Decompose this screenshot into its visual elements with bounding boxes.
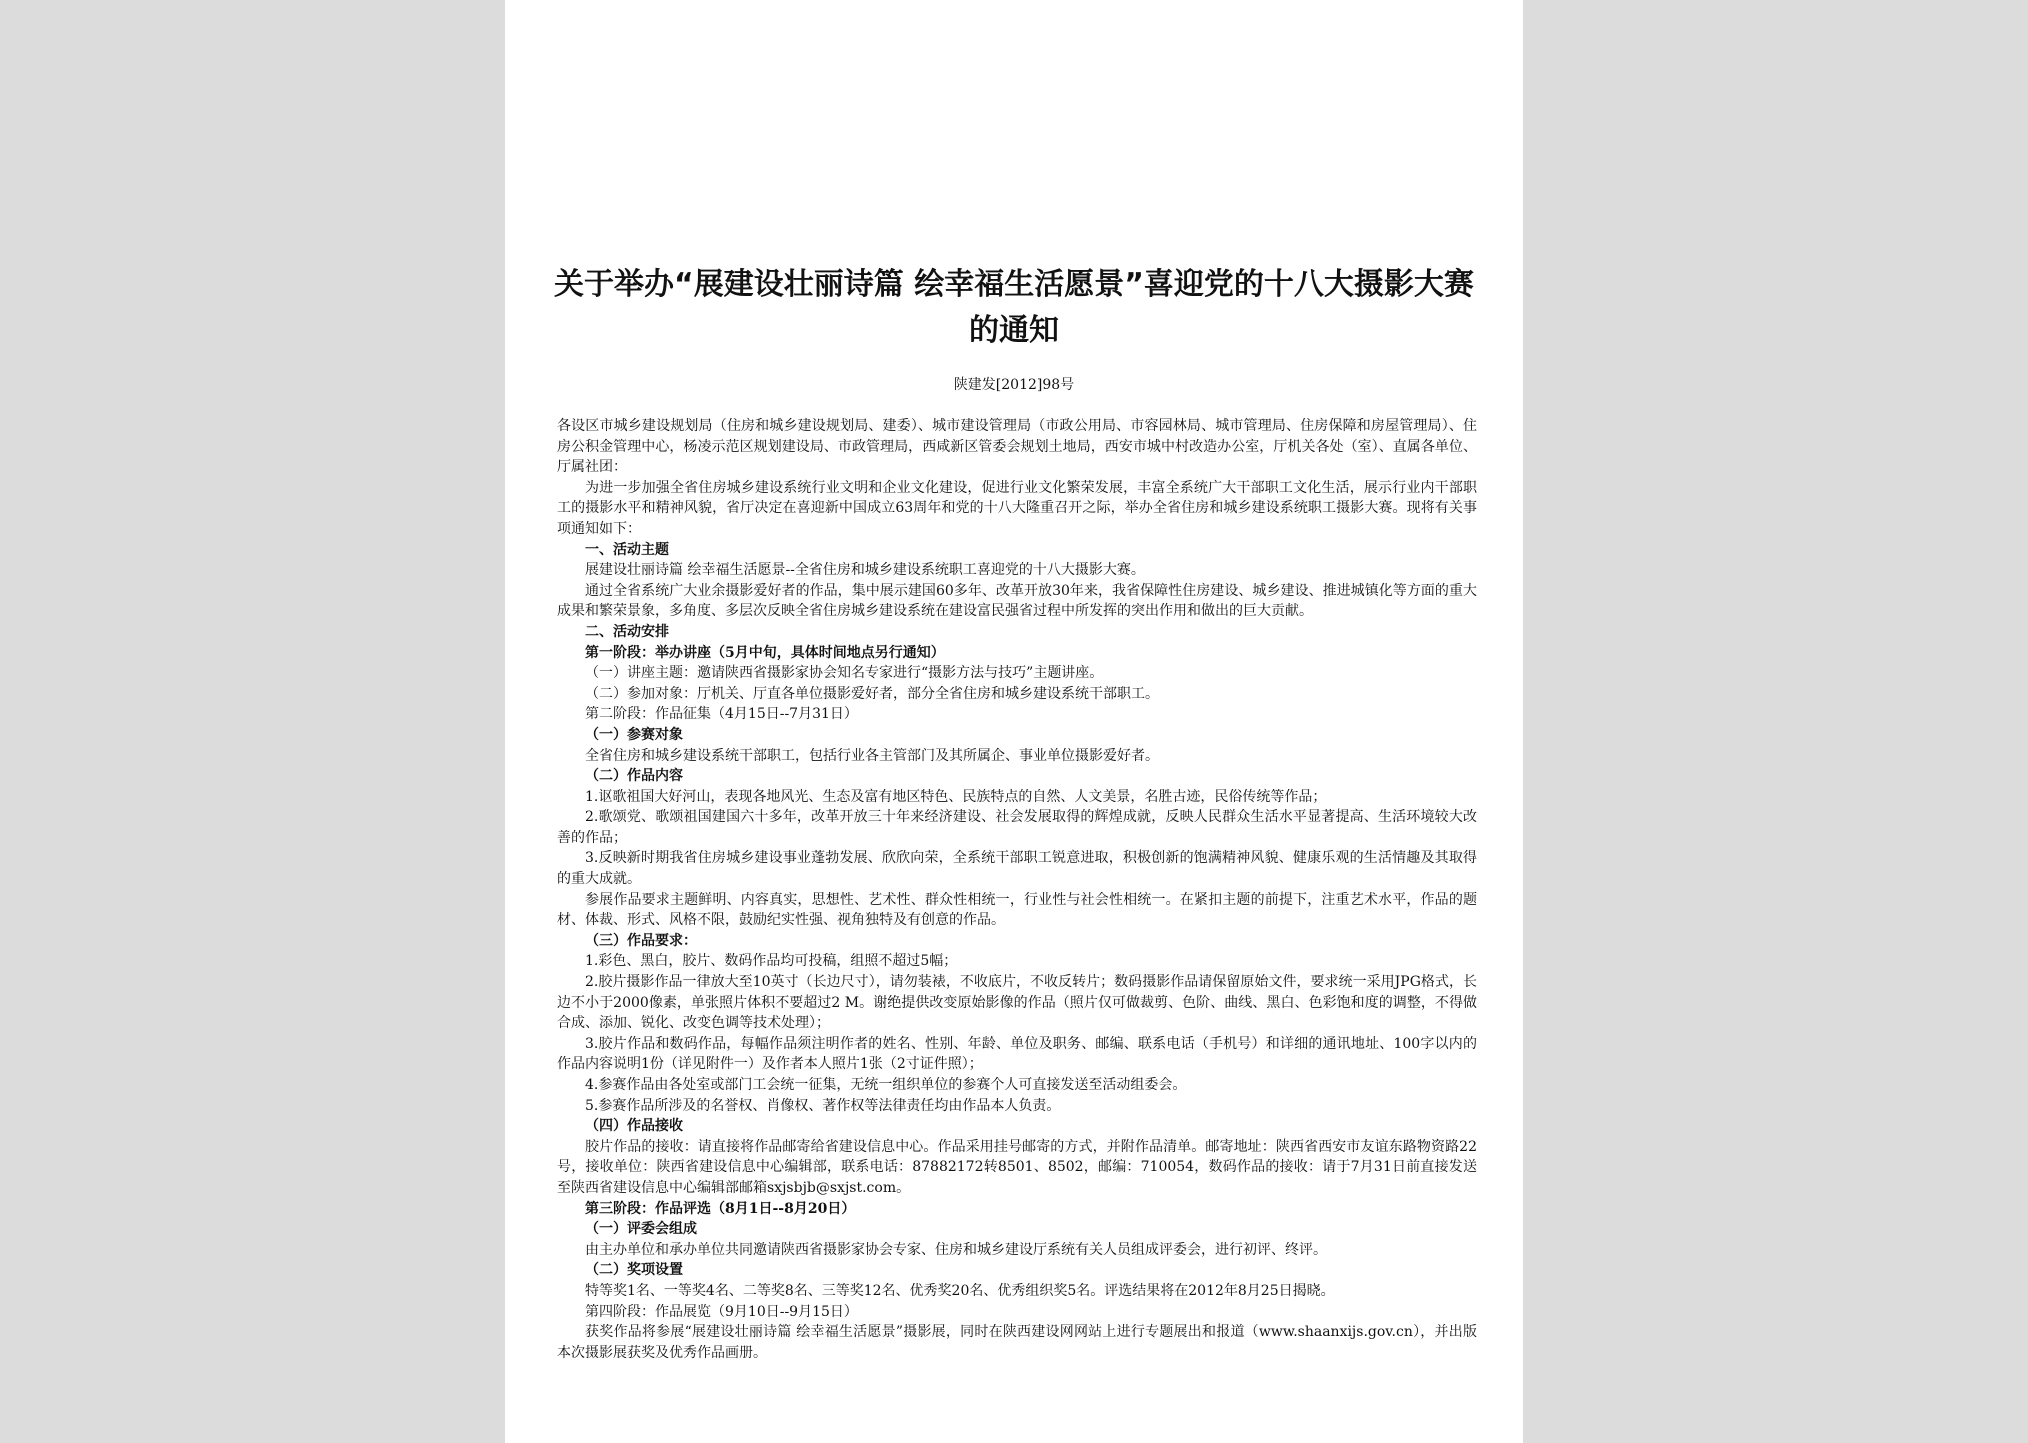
paragraph: （一）参赛对象	[585, 726, 683, 743]
paragraph: 3.反映新时期我省住房城乡建设事业蓬勃发展、欣欣向荣，全系统干部职工锐意进取，积极创新的饱满精神风貌、健康乐观的生活情趣及其取得的重大成就。	[557, 850, 1477, 888]
paragraph: （三）作品要求：	[585, 932, 697, 949]
paragraph: 展建设壮丽诗篇 绘幸福生活愿景--全省住房和城乡建设系统职工喜迎党的十八大摄影大赛。	[585, 562, 1145, 579]
paragraph: 全省住房和城乡建设系统干部职工，包括行业各主管部门及其所属企、事业单位摄影爱好者。	[585, 747, 1159, 764]
document-page	[505, 0, 1523, 1443]
paragraph: 4.参赛作品由各处室或部门工会统一征集，无统一组织单位的参赛个人可直接发送至活动组委会。	[585, 1077, 1187, 1093]
paragraph: 第二阶段：作品征集（4月15日--7月31日）	[585, 706, 858, 723]
paragraph: 1.讴歌祖国大好河山，表现各地风光、生态及富有地区特色、民族特点的自然、人文美景，名胜古迹，民俗传统等作品；	[585, 788, 1327, 805]
paragraph: 胶片作品的接收：请直接将作品邮寄给省建设信息中心。作品采用挂号邮寄的方式，并附作品清单。邮寄地址：陕西省西安市友谊东路物资路22号，接收单位：陕西省建设信息中心编辑部，联系电话：87882172转8501、8502，邮编：710054，数码作品的接收：请于7月31日前直接发送至陕西省建设信息中心编辑部邮箱sxjsbjb@sxjst.com。	[557, 1138, 1477, 1196]
paragraph: （一）评委会组成	[585, 1221, 697, 1238]
paragraph: （二）参加对象：厅机关、厅直各单位摄影爱好者，部分全省住房和城乡建设系统干部职工。	[585, 685, 1159, 702]
paragraph: 2.歌颂党、歌颂祖国建国六十多年，改革开放三十年来经济建设、社会发展取得的辉煌成就，反映人民群众生活水平显著提高、生活环境较大改善的作品；	[557, 809, 1477, 846]
paragraph: 5.参赛作品所涉及的名誉权、肖像权、著作权等法律责任均由作品本人负责。	[585, 1097, 1061, 1114]
paragraph: 第一阶段：举办讲座（5月中旬，具体时间地点另行通知）	[585, 644, 945, 661]
paragraph: 1.彩色、黑白，胶片、数码作品均可投稿，组照不超过5幅；	[585, 953, 958, 970]
paragraph: 通过全省系统广大业余摄影爱好者的作品，集中展示建国60多年、改革开放30年来，我省保障性住房建设、城乡建设、推进城镇化等方面的重大成果和繁荣景象，多角度、多层次反映全省住房城乡建设系统在建设富民强省过程中所发挥的突出作用和做出的巨大贡献。	[557, 582, 1477, 620]
document-number: 陕建发[2012]98号	[953, 377, 1075, 393]
paragraph: 为进一步加强全省住房城乡建设系统行业文明和企业文化建设，促进行业文化繁荣发展，丰富全系统广大干部职工文化生活，展示行业内干部职工的摄影水平和精神风貌，省厅决定在喜迎新中国成立63周年和党的十八大隆重召开之际，举办全省住房和城乡建设系统职工摄影大赛。现将有关事项通知如下：	[557, 479, 1477, 537]
paragraph: （一）讲座主题：邀请陕西省摄影家协会知名专家进行“摄影方法与技巧”主题讲座。	[585, 665, 1104, 682]
document-body	[557, 416, 1477, 1363]
paragraph: 各设区市城乡建设规划局（住房和城乡建设规划局、建委）、城市建设管理局（市政公用局、市容园林局、城市管理局、住房保障和房屋管理局）、住房公积金管理中心，杨凌示范区规划建设局、市政管理局，西咸新区管委会规划土地局，西安市城中村改造办公室，厅机关各处（室）、直属各单位、厅属社团：	[557, 418, 1477, 476]
paragraph: 获奖作品将参展“展建设壮丽诗篇 绘幸福生活愿景”摄影展，同时在陕西建设网网站上进行专题展出和报道（www.shaanxijs.gov.cn），并出版本次摄影展获奖及优秀作品画册。	[557, 1324, 1477, 1361]
paragraph: （四）作品接收	[585, 1118, 683, 1135]
paragraph: 参展作品要求主题鲜明、内容真实，思想性、艺术性、群众性相统一，行业性与社会性相统一。在紧扣主题的前提下，注重艺术水平，作品的题材、体裁、形式、风格不限，鼓励纪实性强、视角独特及有创意的作品。	[557, 891, 1477, 929]
paragraph: 一、活动主题	[585, 541, 669, 558]
paragraph: 3.胶片作品和数码作品，每幅作品须注明作者的姓名、性别、年龄、单位及职务、邮编、联系电话（手机号）和详细的通讯地址、100字以内的作品内容说明1份（详见附件一）及作者本人照片1张（2寸证件照）；	[557, 1035, 1477, 1073]
paragraph: （二）作品内容	[585, 768, 683, 785]
document-title: 关于举办“展建设壮丽诗篇 绘幸福生活愿景”喜迎党的十八大摄影大赛的通知	[554, 267, 1474, 348]
paragraph: 2.胶片摄影作品一律放大至10英寸（长边尺寸），请勿装裱，不收底片，不收反转片；数码摄影作品请保留原始文件，要求统一采用JPG格式，长边不小于2000像素，单张照片体积不要超过2 M。谢绝提供改变原始影像的作品（照片仅可做裁剪、色阶、曲线、黑白、色彩饱和度的调整，不得做合成、添加、锐化、改变色调等技术处理）；	[557, 974, 1477, 1032]
paragraph: 第三阶段：作品评选（8月1日--8月20日）	[585, 1200, 856, 1217]
paragraph: （二）奖项设置	[585, 1262, 683, 1279]
paragraph: 由主办单位和承办单位共同邀请陕西省摄影家协会专家、住房和城乡建设厅系统有关人员组成评委会，进行初评、终评。	[585, 1241, 1327, 1258]
paragraph: 二、活动安排	[585, 623, 669, 640]
paragraph: 特等奖1名、一等奖4名、二等奖8名、三等奖12名、优秀奖20名、优秀组织奖5名。评选结果将在2012年8月25日揭晓。	[585, 1282, 1335, 1299]
paragraph: 第四阶段：作品展览（9月10日--9月15日）	[585, 1303, 858, 1320]
